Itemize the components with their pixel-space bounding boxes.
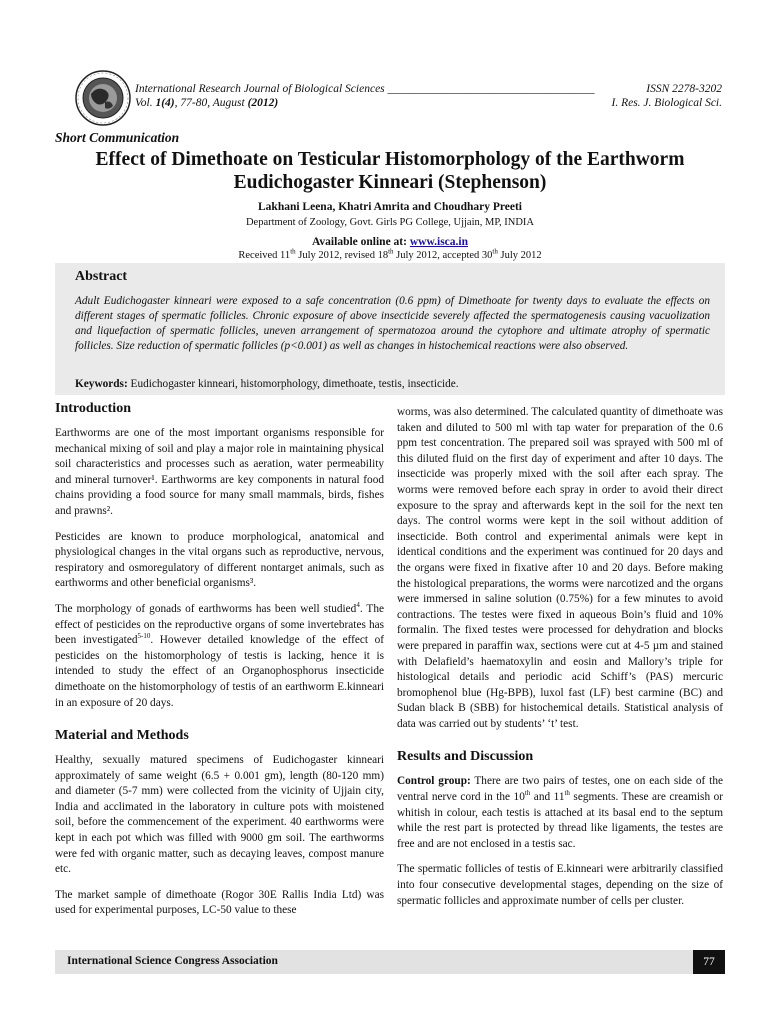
received-dates	[55, 247, 725, 261]
article-type: Short Communication	[55, 130, 180, 145]
journal-name: International Research Journal of Biological Sciences	[135, 83, 385, 95]
available-online	[55, 236, 725, 248]
received-sup: th	[290, 247, 296, 256]
accepted-text: July 2012, accepted 30	[393, 250, 493, 261]
control-group-label: Control group:	[397, 775, 471, 788]
journal-header	[135, 82, 595, 110]
volume-issue: 1(4)	[155, 97, 175, 109]
intro-p3-text-a: The morphology of gonads of earthworms has been well studied	[55, 602, 357, 615]
revised-text: July 2012, revised 18	[295, 250, 389, 261]
title-line-1: Effect of Dimethoate on Testicular Histomorphology of the Earthworm	[95, 149, 685, 170]
keywords-label: Keywords:	[75, 378, 128, 390]
methods-heading: Material and Methods	[55, 728, 189, 744]
intro-p3-text-b: . The effect of pesticides on the reproductive organs of some invertebrates has been investigated	[55, 602, 384, 647]
results-p1-text-b: and 11	[530, 791, 565, 804]
title-line-2: Eudichogaster Kinneari (Stephenson)	[233, 172, 547, 193]
intro-paragraph-2: Pesticides are known to produce morphological, anatomical and physiological changes in the vital organs such as reproductive, nervous, respiratory and osmoregulatory of different nontarget animals, such as earthworms and other beneficial organisms³.	[55, 530, 384, 590]
pages-date: , 77-80, August	[174, 97, 248, 109]
volume-prefix: Vol.	[135, 97, 156, 109]
article-title	[55, 148, 725, 194]
journal-header-right	[440, 82, 722, 110]
results-heading: Results and Discussion	[397, 749, 534, 765]
results-p1-text-a: There are two pairs of testes, one on each side of the ventral nerve cord in the 10	[397, 775, 723, 804]
abstract-heading: Abstract	[75, 269, 128, 284]
header-separator: ____________________________________	[387, 83, 595, 95]
results-paragraph-1	[397, 774, 723, 852]
abstract-text: Adult Eudichogaster kinneari were exposed to a safe concentration (0.6 ppm) of Dimethoate for twenty days to evaluate the effects on different stages of spermatic follicles. Chronic exposure of above insecticide severely affected the spermatogenesis causing vacuolization and liquefaction of spermatic follicles, uneven arrangement of spermatozoa around the cytophore and ultimate atrophy of spermatic follicles. Size reduction of spermatic follicles (p<0.001) as well as changes in histochemical reactions were also observed.	[75, 295, 710, 352]
citation-sup: 5-10	[137, 632, 151, 641]
keywords	[75, 378, 710, 390]
accepted-year: July 2012	[497, 250, 542, 261]
available-label: Available online at:	[311, 236, 410, 248]
results-paragraph-2: The spermatic follicles of testis of E.kinneari were arbitrarily classified into four consecutive developmental stages, depending on the size of spermatic follicles and approximate number of cells per cluster.	[397, 863, 723, 907]
revised-sup: th	[388, 247, 394, 256]
page-number: 77	[693, 950, 725, 974]
ordinal-sup: th	[524, 789, 531, 798]
authors: Lakhani Leena, Khatri Amrita and Choudhary Preeti	[258, 201, 522, 213]
intro-paragraph-3	[55, 602, 384, 711]
intro-paragraph-1: Earthworms are one of the most important organisms responsible for mechanical mixing of soil and play a major role in maintaining physical soil characteristics and processes such as aeration, water permeability and mineral turnover¹. Earthworms are key components in natural food chains providing a food source for many small mammals, birds, fishes and prawns².	[55, 427, 384, 517]
right-column	[397, 405, 723, 919]
intro-p3-text-c: . However detailed knowledge of the effect of pesticides on the histomorphology of testis is lacking, hence it is intended to study the effect of an Organophosphorus insecticide dimethoate on the histomorphology of testis of an earthworm E.kinneari in an exposure of 20 days.	[55, 634, 384, 709]
ordinal-sup: th	[564, 789, 570, 798]
introduction-heading: Introduction	[55, 401, 131, 416]
results-p1-text-c: segments. These are creamish or whitish in colour, each testis is attached at its basal end to the septum while the rest part is protected by thread like ligaments, the testes are free and are not enclosed in a testis sac.	[397, 791, 723, 850]
left-column	[55, 400, 384, 929]
received-text: Received 11	[238, 250, 291, 261]
citation-sup: 4	[356, 601, 360, 610]
footer-organization: International Science Congress Association	[67, 955, 278, 967]
journal-abbrev: I. Res. J. Biological Sci.	[611, 97, 722, 109]
journal-logo	[73, 68, 133, 128]
accepted-sup: th	[492, 247, 498, 256]
keywords-list: Eudichogaster kinneari, histomorphology, dimethoate, testis, insecticide.	[127, 378, 459, 390]
affiliation: Department of Zoology, Govt. Girls PG College, Ujjain, MP, INDIA	[245, 217, 535, 228]
journal-url-link[interactable]: www.isca.in	[409, 236, 468, 248]
methods-paragraph-2: The market sample of dimethoate (Rogor 30E Rallis India Ltd) was used for experimental purposes, LC-50 value to these	[55, 888, 384, 917]
issn: ISSN 2278-3202	[646, 83, 722, 95]
methods-paragraph-1: Healthy, sexually matured specimens of Eudichogaster kinneari approximately of same weight (6.5 + 0.001 gm), length (80-120 mm) and diameter (5-7 mm) were collected from the vicinity of Ujjain city, India and acclimated in the laboratory in culture pots with moistened soil, before the commencement of the experiment. 40 earthworms were kept in each pot which was filled with 9000 gm soil. The earthworms were fed with organic matter, such as decaying leaves, compost manure etc.	[55, 754, 384, 876]
publication-year: (2012)	[247, 97, 279, 109]
methods-paragraph-3: worms, was also determined. The calculated quantity of dimethoate was taken and diluted to 500 ml with tap water for preparation of the 0.6 ppm test concentration. The prepared soil was sprayed with 500 ml of this diluted fluid on the first day of experiment and after 10 days. The insecticide was properly mixed with the soil after each spray. The worms were removed before each spray in order to avoid their direct exposure to the spray and afterwards kept in the soil for the next ten days. The control worms were kept in the soil without addition of insecticide. Both control and experimental animals were kept in identical conditions and the experiment was continued for 20 days and the organs were fixed in fixative after 10 and 20 days. Before making the histological preparations, the worms were narcotized and the organs were immersed in saline solution (0.75%) for a few minutes to avoid contractions. The testes were fixed in aqueous Boin’s fluid and 10% formalin. The fixed testes were processed for dehydration and blocks were prepared in paraffin wax, sections were cut at 4-5 µm and stained with Delafield’s haematoxylin and eosin and Mallory’s triple for histological details and periodic acid Schiff’s (PAS) mercuric bromophenol blue (Hg-BPB), luxol fast (LF) best carmine (BC) and Sudan black B (SBB) for histochemical details. Statistical analysis of data was carried out by students’ ‘t’ test.	[397, 406, 723, 730]
